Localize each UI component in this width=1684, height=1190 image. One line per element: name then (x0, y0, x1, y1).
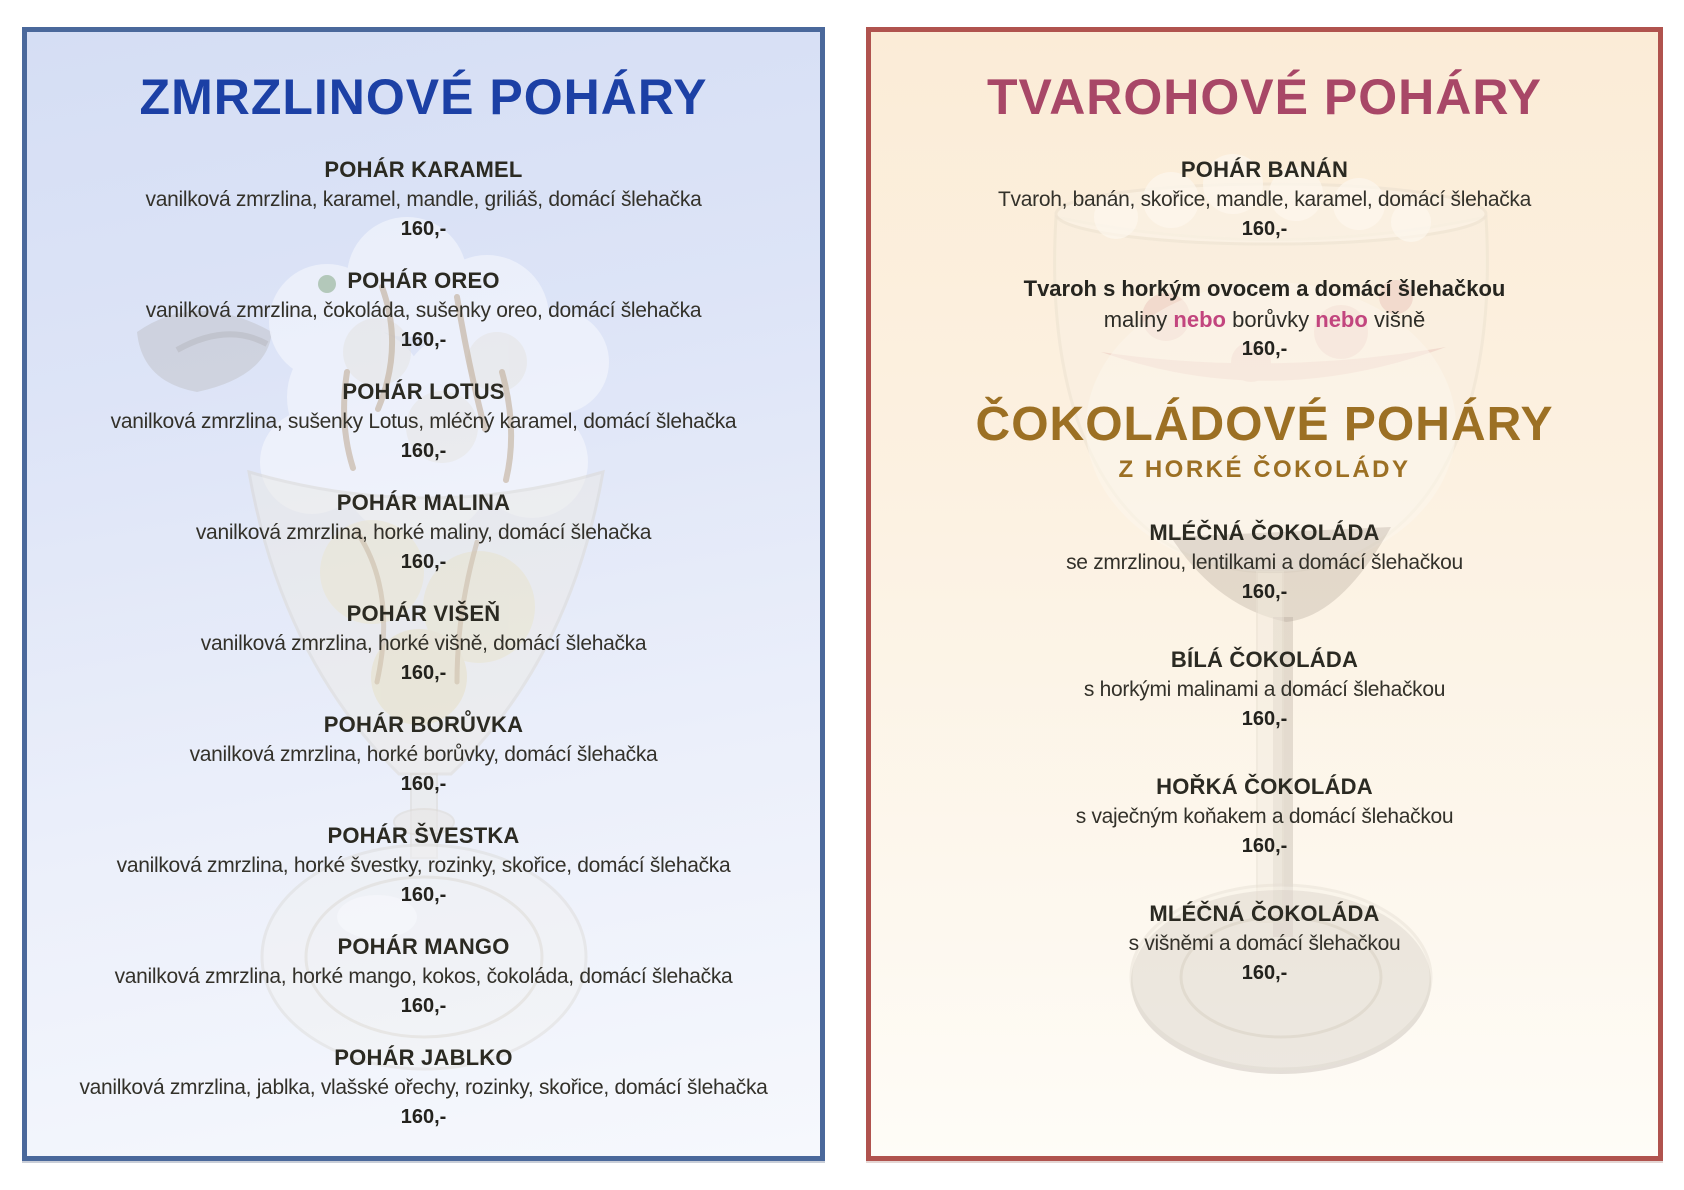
ice-cream-menu-content (27, 70, 820, 1132)
item-description: vanilková zmrzlina, horké mango, kokos, čokoláda, domácí šlehačka (114, 965, 733, 988)
item-name: POHÁR VIŠEŇ (346, 601, 501, 626)
item-name: MLÉČNÁ ČOKOLÁDA (1149, 520, 1380, 546)
menu-item-jablko (41, 1043, 806, 1132)
item-price: 160,- (1241, 218, 1288, 240)
option-fruit: višně (1373, 307, 1426, 332)
menu-item-svestka (41, 821, 806, 910)
item-price: 160,- (1241, 338, 1288, 360)
chocolate-section-subtitle: Z HORKÉ ČOKOLÁDY (1118, 456, 1411, 484)
item-description: vanilková zmrzlina, jablka, vlašské ořechy, rozinky, skořice, domácí šlehačka (79, 1076, 768, 1099)
item-description: vanilková zmrzlina, horké borůvky, domácí šlehačka (189, 743, 658, 766)
item-price: 160,- (400, 218, 447, 240)
item-name: MLÉČNÁ ČOKOLÁDA (1149, 901, 1380, 927)
menu-item-bila-cokolada (885, 645, 1644, 734)
or-word: nebo (1315, 307, 1368, 332)
item-name: Tvaroh s horkým ovocem a domácí šlehačkou (1023, 276, 1506, 301)
item-name: POHÁR BANÁN (1180, 157, 1349, 182)
item-name: POHÁR LOTUS (342, 379, 505, 404)
menu-item-visen (41, 599, 806, 688)
chocolate-section-title: ČOKOLÁDOVÉ POHÁRY (975, 398, 1554, 451)
chocolate-section-heading (881, 400, 1648, 484)
chocolate-items-list (871, 518, 1658, 988)
ice-cream-items-list (27, 155, 820, 1132)
item-price: 160,- (400, 773, 447, 795)
item-options (885, 304, 1644, 335)
menu-item-mango (41, 932, 806, 1021)
item-name: POHÁR OREO (347, 268, 500, 293)
item-description: s vaječným koňakem a domácí šlehačkou (1075, 805, 1454, 829)
item-description: vanilková zmrzlina, čokoláda, sušenky oreo, domácí šlehačka (145, 299, 702, 322)
item-price: 160,- (1241, 581, 1288, 604)
item-description: s horkými malinami a domácí šlehačkou (1083, 678, 1446, 702)
item-description: vanilková zmrzlina, horké maliny, domácí šlehačka (195, 521, 652, 544)
menu-item-malina (41, 488, 806, 577)
left-panel-title: ZMRZLINOVÉ POHÁRY (139, 69, 708, 125)
item-name: POHÁR MANGO (337, 934, 510, 959)
item-description: vanilková zmrzlina, horké višně, domácí šlehačka (200, 632, 647, 655)
item-name: POHÁR JABLKO (334, 1045, 513, 1070)
item-description: se zmrzlinou, lentilkami a domácí šlehačkou (1066, 551, 1463, 575)
item-name: BÍLÁ ČOKOLÁDA (1170, 647, 1359, 673)
menu-item-boruvka (41, 710, 806, 799)
item-name: HOŘKÁ ČOKOLÁDA (1156, 774, 1373, 800)
menu-item-karamel (41, 155, 806, 244)
item-description: s višněmi a domácí šlehačkou (1128, 932, 1401, 956)
item-name: POHÁR MALINA (336, 490, 511, 515)
menu-item-oreo (41, 266, 806, 355)
item-description: vanilková zmrzlina, sušenky Lotus, mléčný karamel, domácí šlehačka (110, 410, 737, 433)
item-price: 160,- (400, 329, 447, 351)
menu-item-mlecna-cokolada-visne (885, 899, 1644, 988)
ice-cream-sundaes-panel (22, 27, 825, 1161)
item-name: POHÁR KARAMEL (324, 157, 523, 182)
item-price: 160,- (1241, 708, 1288, 731)
menu-item-horka-cokolada (885, 772, 1644, 861)
item-description: vanilková zmrzlina, horké švestky, rozinky, skořice, domácí šlehačka (116, 854, 731, 877)
item-name: POHÁR BORŮVKA (323, 712, 524, 737)
item-description: vanilková zmrzlina, karamel, mandle, griliáš, domácí šlehačka (145, 188, 702, 211)
menu-item-tvaroh-ovoce (885, 274, 1644, 364)
item-price: 160,- (400, 662, 447, 684)
item-price: 160,- (1241, 835, 1288, 858)
item-price: 160,- (400, 551, 447, 573)
option-fruit: maliny (1103, 307, 1168, 332)
right-panel-title: TVAROHOVÉ POHÁRY (987, 69, 1542, 125)
item-price: 160,- (400, 995, 447, 1017)
menu-item-mlecna-cokolada-lentilky (885, 518, 1644, 607)
quark-menu-content (871, 70, 1658, 988)
item-description: Tvaroh, banán, skořice, mandle, karamel, domácí šlehačka (998, 188, 1531, 211)
option-fruit: borůvky (1232, 307, 1310, 332)
quark-chocolate-sundaes-panel (866, 27, 1663, 1161)
menu-item-banan (885, 155, 1644, 244)
menu-item-lotus (41, 377, 806, 466)
item-price: 160,- (400, 884, 447, 906)
item-price: 160,- (400, 440, 447, 462)
item-price: 160,- (400, 1106, 447, 1128)
item-price: 160,- (1241, 962, 1288, 985)
or-word: nebo (1173, 307, 1226, 332)
item-name: POHÁR ŠVESTKA (327, 823, 520, 848)
